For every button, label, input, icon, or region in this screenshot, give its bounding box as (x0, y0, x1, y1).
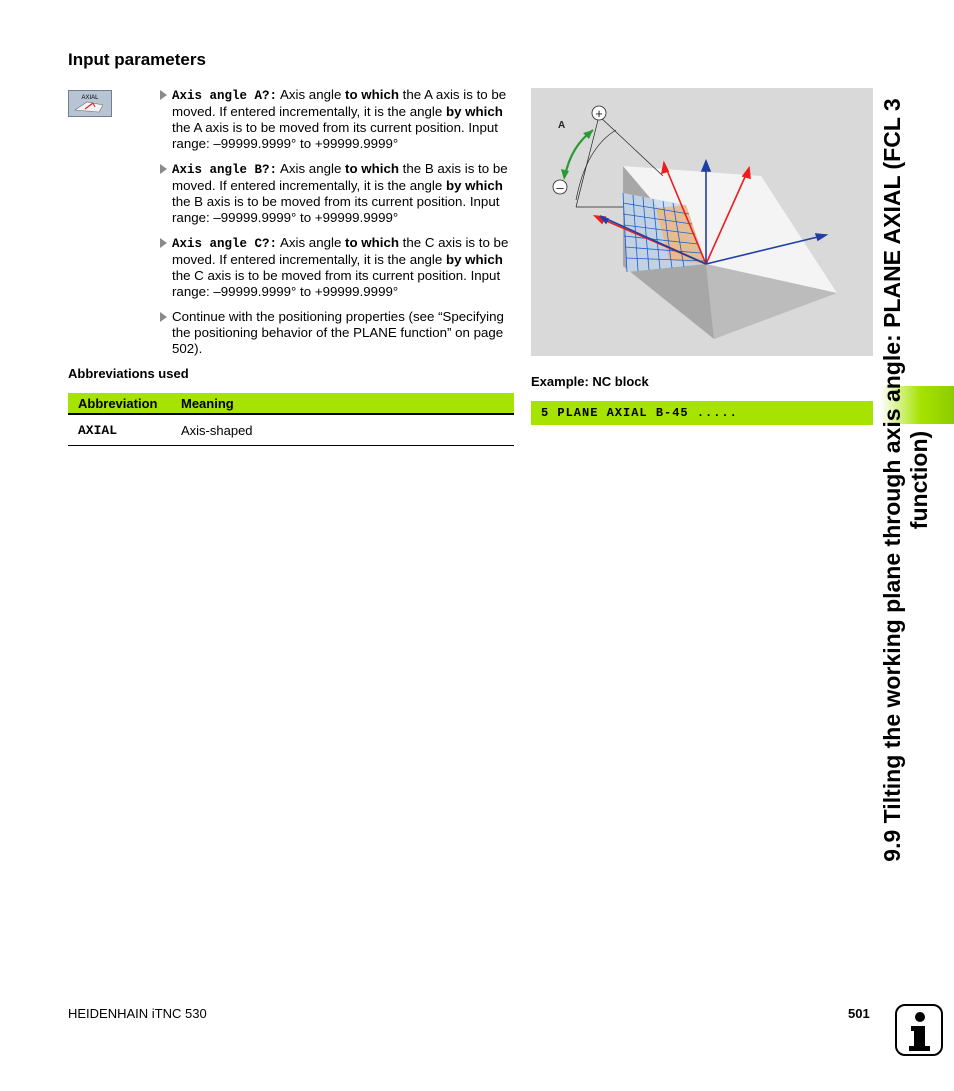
table-header-row (68, 393, 514, 414)
info-icon (895, 1004, 943, 1056)
chapter-title: 9.9 Tilting the working plane through axis angle: PLANE AXIAL (FCL 3 function) (879, 98, 932, 862)
chapter-title-column (866, 50, 946, 910)
param-axis-angle-b: Axis angle B?: Axis angle to which the B axis is to be moved. If entered incrementally, it is the angle by which the B axis is to be moved from its current position. Input range: –99999.9999° to +99999.9999° (160, 161, 520, 226)
section-title: Input parameters (68, 50, 206, 69)
bullet-arrow-icon (160, 164, 167, 174)
axial-tilt-illustration (531, 88, 873, 356)
rotation-arrow-a (561, 130, 593, 180)
bullet-arrow-icon (160, 90, 167, 100)
nc-block-code: 5 PLANE AXIAL B-45 ..... (531, 401, 873, 425)
page-number: 501 (848, 1006, 870, 1021)
plus-direction-icon (592, 106, 606, 121)
param-axis-angle-c: Axis angle C?: Axis angle to which the C axis is to be moved. If entered incrementally, it is the angle by which the C axis is to be moved from its current position. Input range: –99999.9999° to +99999.9999° (160, 235, 520, 300)
abbr-cell: AXIAL (68, 414, 181, 446)
param-code: Axis angle A?: (172, 89, 278, 103)
meaning-cell: Axis-shaped (181, 414, 514, 446)
header-abbreviation: Abbreviation (68, 393, 181, 414)
param-code: Axis angle C?: (172, 237, 278, 251)
param-code: Axis angle B?: (172, 163, 278, 177)
table-row (68, 414, 514, 446)
param-axis-angle-a: Axis angle A?: Axis angle to which the A axis is to be moved. If entered incrementally, it is the angle by which the A axis is to be moved from its current position. Input range: –99999.9999° to +99999.9999° (160, 87, 520, 152)
axis-a-label: A (558, 120, 566, 131)
svg-text:–: – (556, 180, 564, 195)
header-meaning: Meaning (181, 393, 514, 414)
axial-softkey-icon (69, 91, 111, 116)
bullet-arrow-icon (160, 238, 167, 248)
axial-softkey[interactable] (68, 90, 112, 117)
softkey-label: AXIAL (81, 95, 99, 101)
svg-text:+: + (595, 106, 603, 121)
example-title: Example: NC block (531, 374, 649, 389)
minus-direction-icon (553, 180, 567, 195)
footer-product: HEIDENHAIN iTNC 530 (68, 1006, 207, 1021)
bullet-arrow-icon (160, 312, 167, 322)
abbreviations-title: Abbreviations used (68, 366, 189, 381)
abbreviations-table (68, 393, 514, 446)
continue-instruction: Continue with the positioning properties (see “Specifying the positioning behavior of the PLANE function” on page 502). (160, 309, 520, 357)
